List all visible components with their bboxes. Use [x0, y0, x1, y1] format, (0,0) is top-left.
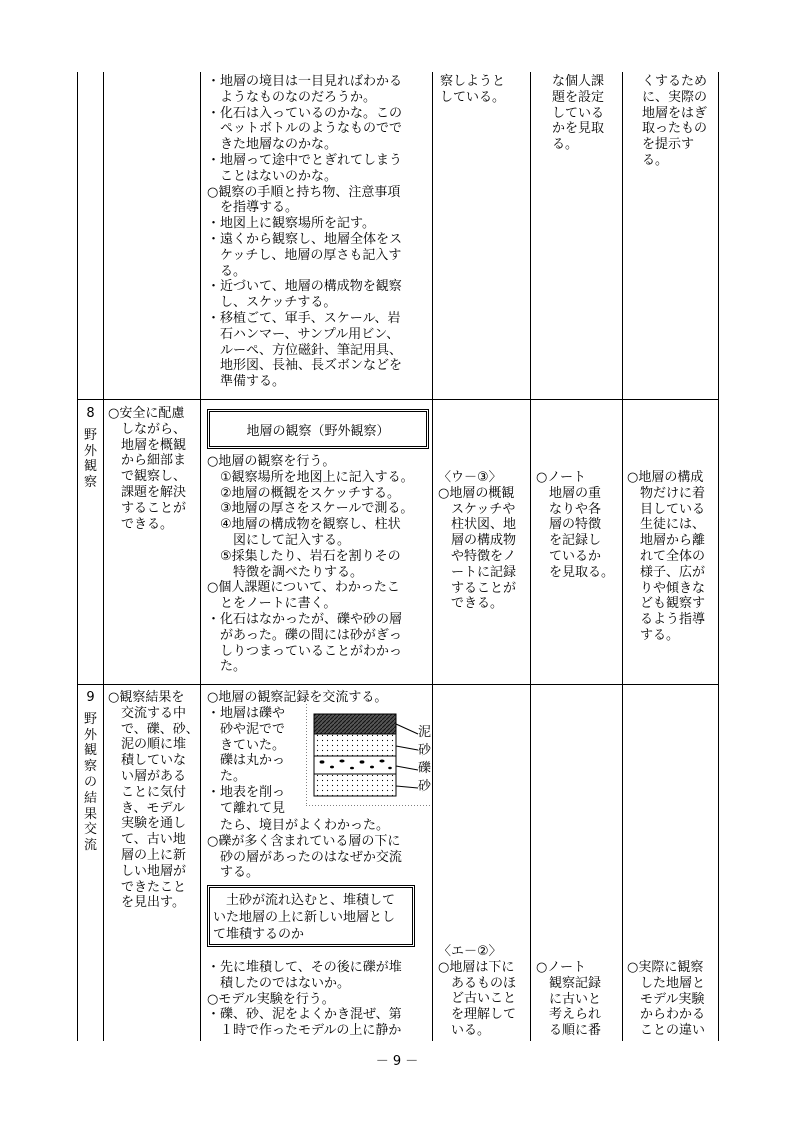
text-line: ・地層は礫や	[207, 706, 286, 721]
text-line: 地層を概観	[108, 437, 187, 453]
text-line: を理解して	[438, 1007, 517, 1023]
text-line: する。	[207, 865, 260, 881]
text-line: 生徒には、	[627, 517, 706, 533]
text-line: ○実際に観察	[627, 960, 704, 975]
text-line: ・地層の境目は一目見ればわかる	[207, 74, 403, 89]
text-line: 層の構成物	[438, 533, 517, 549]
text-line: て離れて見	[207, 800, 286, 816]
text-line: に、実際の	[642, 89, 708, 105]
text-line: ②地層の概観をスケッチする。	[207, 485, 401, 501]
text-line: 土砂が流れ込むと、堆積して	[226, 893, 396, 908]
text-line: を見出す。	[108, 895, 185, 911]
text-line: スケッチや	[438, 501, 516, 517]
text-line: 柱状図、地	[438, 517, 517, 533]
lesson-title-char: 結	[83, 790, 97, 806]
text-line: た。	[207, 769, 247, 785]
text-line: ・化石はなかったが、礫や砂の層	[207, 611, 403, 627]
text-line: ○地層の概観	[438, 485, 515, 501]
text-line: きていた。	[207, 737, 286, 753]
text-line: １時で作ったモデルの上に静か	[207, 1023, 402, 1039]
text-line: しりつまっていることがわかっ	[207, 643, 403, 659]
text-line: を指導する。	[207, 200, 299, 216]
row1-activities	[207, 74, 429, 390]
lesson-title-char: 流	[83, 838, 97, 854]
text-line: ・地図上に観察場所を記す。	[207, 216, 375, 232]
row3-eval-method	[536, 960, 622, 1039]
strata-label: 礫	[418, 761, 432, 776]
text-line: があった。礫の間には砂がぎっ	[207, 627, 402, 643]
text-line: ートに記録	[438, 564, 517, 580]
text-line: できたこと	[108, 879, 187, 895]
text-line: ○ノート	[536, 960, 586, 975]
text-line: を見取る。	[536, 564, 615, 580]
gravel-layer	[314, 756, 396, 774]
text-line: ど古いこと	[438, 991, 517, 1007]
text-line: 特徴を調べたりする。	[207, 564, 364, 580]
row1-eval-method	[552, 74, 620, 153]
text-line: 物だけに着	[627, 485, 706, 501]
text-line: ①観察場所を地図上に記入する。	[207, 469, 414, 485]
lesson-number: 8	[86, 406, 95, 421]
lesson-number: 9	[86, 690, 95, 705]
activity-title: 地層の観察（野外観察）	[246, 423, 390, 439]
text-line: ○個人課題について、わかったこ	[207, 580, 400, 596]
text-line: からわかる	[627, 1007, 706, 1023]
text-line: ○地層は下に	[438, 959, 515, 975]
text-line: とをノートに書く。	[207, 596, 337, 612]
text-line: ⑤採集したり、岩石を割りその	[207, 548, 401, 564]
text-line: ・地表を削っ	[207, 784, 286, 800]
text-line: に古いと	[536, 991, 602, 1007]
text-line: する。	[627, 627, 680, 643]
question-box	[207, 885, 415, 947]
text-line: りや傾きな	[627, 580, 706, 596]
grid-line	[530, 72, 531, 1041]
text-line: することが	[108, 500, 187, 516]
grid-line	[103, 72, 104, 1041]
leader-line	[396, 724, 418, 734]
text-line: ○観察結果を	[108, 690, 185, 705]
row2-activities	[207, 454, 431, 675]
leader-line	[396, 786, 418, 788]
sand-layer-lower	[314, 774, 396, 796]
text-line: ているか	[536, 548, 602, 564]
text-line: している。	[440, 89, 506, 105]
strata-diagram	[306, 704, 432, 806]
strata-labels	[418, 724, 432, 796]
row1-eval-criteria	[440, 74, 528, 106]
text-line: 図にして記入する。	[207, 532, 351, 548]
text-line: た。	[207, 659, 247, 675]
text-line: ○モデル実験を行う。	[207, 991, 335, 1007]
text-line: あるものほ	[438, 975, 517, 991]
text-line: 地層から離	[627, 533, 706, 549]
text-line: なりや各	[536, 501, 602, 517]
text-line: ・化石は入っているのかな。この	[207, 105, 403, 121]
row3-lesson-number	[78, 690, 103, 854]
lesson-title-char: 果	[83, 806, 97, 822]
text-line: たら、境目がよくわかった。	[207, 818, 390, 833]
text-line: 層の上に新	[108, 847, 187, 863]
text-line: した地層と	[627, 975, 706, 991]
text-line: モデル実験	[627, 991, 705, 1007]
text-line: から細部ま	[108, 453, 187, 469]
text-line: で観察し、	[108, 469, 187, 485]
strata-label: 砂	[418, 743, 432, 758]
text-line: できる。	[438, 596, 504, 612]
text-line: を記録し	[536, 533, 602, 549]
text-line: 察しようと	[440, 74, 506, 89]
lesson-title-char: 観	[83, 459, 97, 475]
lesson-title-char: 野	[83, 427, 97, 443]
strata-label: 泥	[418, 725, 432, 740]
grid-line	[77, 684, 719, 685]
lesson-title-char: 外	[83, 727, 97, 743]
text-line: 観察記録	[536, 975, 602, 991]
grid-line	[200, 72, 201, 1041]
row2-eval-method	[536, 470, 622, 581]
text-line: ○地層の観察記録を交流する。	[207, 690, 388, 705]
grid-line	[77, 399, 719, 400]
text-line: 〈ウ－③〉	[438, 470, 502, 485]
text-line: で、礫、砂、	[108, 721, 199, 737]
text-line: 課題を解決	[108, 484, 187, 500]
text-line: 積したのではないか。	[207, 975, 351, 991]
leader-line	[396, 766, 418, 770]
text-line: 泥の順に堆	[108, 737, 187, 753]
text-line: ペットボトルのようなものでで	[207, 121, 403, 137]
text-line: することが	[438, 580, 517, 596]
grid-line	[622, 72, 623, 1041]
text-line: 準備する。	[207, 374, 286, 390]
page-number: － 9 －	[375, 1054, 419, 1069]
text-line: 取ったもの	[642, 121, 708, 137]
text-line: ケッチし、地層の厚さも記入す	[207, 247, 402, 263]
text-line: る順に番	[536, 1023, 602, 1039]
mud-layer	[314, 714, 396, 734]
text-line: て堆積するのか	[213, 927, 305, 942]
text-line: ルーペ、方位磁針、筆記用具、	[207, 342, 403, 358]
sand-layer-upper	[314, 734, 396, 756]
text-line: かを見取	[552, 121, 605, 137]
row2-support	[627, 470, 719, 644]
text-line: ことの違い	[627, 1023, 706, 1039]
activity-title-box	[207, 409, 429, 449]
text-line: きた地層なのかな。	[207, 137, 338, 153]
text-line: き、モデル	[108, 800, 185, 816]
text-line: 石ハンマー、サンプル用ビン、	[207, 326, 400, 342]
lesson-title-char: 察	[83, 759, 97, 775]
text-line: な個人課	[552, 74, 605, 89]
strata-label: 砂	[418, 779, 432, 794]
grid-line	[432, 72, 433, 1041]
text-line: している	[552, 105, 605, 121]
text-line: れて全体の	[627, 548, 706, 564]
row1-support	[642, 74, 716, 169]
leader-line	[396, 746, 418, 750]
text-line: ことに気付	[108, 784, 187, 800]
row2-lesson-number	[78, 406, 103, 491]
row3-goal	[108, 690, 200, 911]
text-line: 地層をはぎ	[642, 105, 708, 121]
text-line: ・近づいて、地層の構成物を観察	[207, 279, 402, 295]
text-line: ・地層って途中でとぎれてしまう	[207, 152, 403, 168]
text-line: ○ノート	[536, 470, 586, 485]
text-line: 積していな	[108, 753, 187, 769]
text-line: 実験を通し	[108, 816, 187, 832]
text-line: ・先に堆積して、その後に礫が堆	[207, 960, 402, 975]
text-line: る。	[552, 137, 579, 153]
row3-activities-mid	[207, 818, 431, 881]
lesson-title-char: 交	[83, 822, 97, 838]
text-line: ことはないのかな。	[207, 168, 338, 184]
text-line: ようなものなのだろうか。	[207, 89, 377, 105]
text-line: しながら、	[108, 421, 187, 437]
text-line: できる。	[108, 516, 174, 532]
text-line: ・礫、砂、泥をよくかき混ぜ、第	[207, 1007, 402, 1023]
lesson-title-char: 察	[83, 475, 97, 491]
text-line: ○礫が多く含まれている層の下に	[207, 833, 401, 849]
text-line: る。	[207, 263, 247, 279]
text-line: を提示す	[642, 137, 695, 153]
text-line: る。	[642, 152, 669, 168]
text-line: いる。	[438, 1022, 491, 1038]
text-line: 題を設定	[552, 89, 605, 105]
row3-activities-side	[207, 706, 307, 817]
text-line: くするため	[642, 74, 708, 89]
row2-goal	[108, 406, 200, 532]
text-line: ・遠くから観察し、地層全体をス	[207, 231, 403, 247]
text-line: 様子、広が	[627, 564, 706, 580]
row3-activities-bottom	[207, 960, 431, 1039]
text-line: ○地層の観察を行う。	[207, 454, 336, 469]
text-line: ○安全に配慮	[108, 406, 185, 421]
lesson-title-char: 観	[83, 743, 97, 759]
text-line: るよう指導	[627, 612, 706, 628]
text-line: 〈エ－②〉	[438, 944, 502, 959]
text-line: 地形図、長袖、長ズボンなどを	[207, 358, 403, 374]
row3-support	[627, 960, 719, 1039]
row2-eval-criteria	[438, 470, 530, 612]
grid-line	[77, 72, 78, 1041]
lesson-title-char: の	[83, 774, 97, 790]
text-line: ・移植ごて、軍手、スケール、岩	[207, 310, 401, 326]
text-line: ども観察す	[627, 596, 706, 612]
text-line: ○地層の構成	[627, 470, 704, 485]
text-line: 礫は丸かっ	[207, 753, 286, 769]
text-line: いた地層の上に新しい地層とし	[213, 910, 396, 925]
text-line: ④地層の構成物を観察し、柱状	[207, 517, 401, 533]
text-line: 砂や泥でで	[207, 721, 286, 737]
text-line: しい地層が	[108, 863, 187, 879]
text-line: 考えられ	[536, 1007, 602, 1023]
row3-eval-criteria	[438, 944, 530, 1039]
text-line: 地層の重	[536, 485, 602, 501]
text-line: や特徴をノ	[438, 548, 517, 564]
text-line: 交流する中	[108, 705, 187, 721]
text-line: ○観察の手順と持ち物、注意事項	[207, 184, 401, 200]
text-line: て、古い地	[108, 832, 186, 848]
lesson-title-char: 野	[83, 711, 97, 727]
text-line: い層がある	[108, 768, 187, 784]
text-line: ③地層の厚さをスケールで測る。	[207, 501, 414, 517]
text-line: 砂の層があったのはなぜか交流	[207, 849, 402, 865]
text-line: し、スケッチする。	[207, 295, 337, 311]
lesson-title-char: 外	[83, 443, 97, 459]
text-line: 層の特徴	[536, 517, 602, 533]
text-line: 目している	[627, 501, 706, 517]
